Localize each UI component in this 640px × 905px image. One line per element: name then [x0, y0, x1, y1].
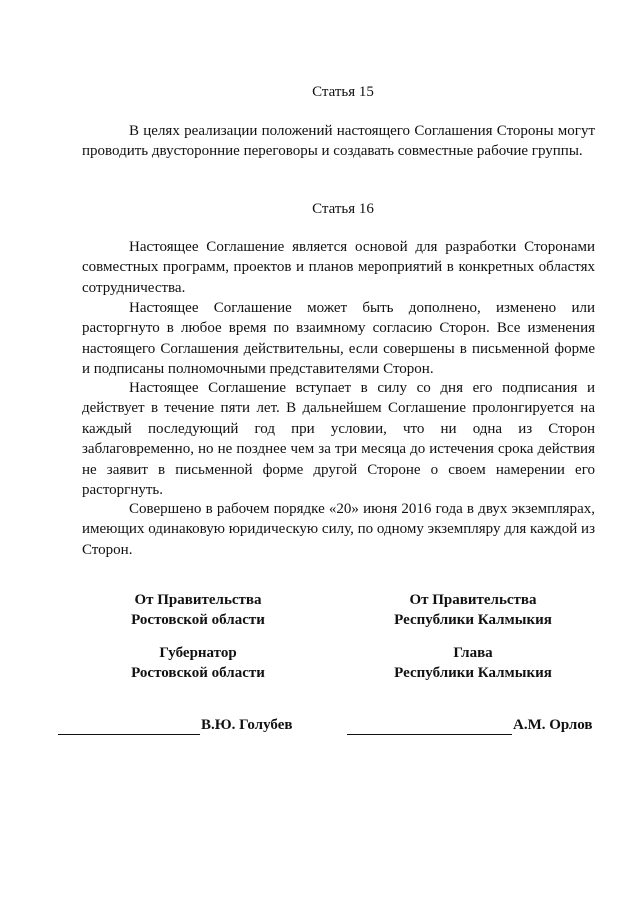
left-position-block	[68, 643, 328, 683]
left-signature-line	[58, 715, 292, 735]
left-signature-underline	[58, 718, 200, 735]
right-signatory-name: А.М. Орлов	[513, 717, 593, 733]
article-15-paragraph: В целях реализации положений настоящего Соглашения Стороны могут проводить двусторонние переговоры и создавать совместные рабочие группы.	[82, 123, 595, 160]
article-16-paragraph-2: Настоящее Соглашение может быть дополнено, изменено или расторгнуто в любое время по взаимному согласию Сторон. Все изменения настоящего Соглашения действительны, если совершены в письменной форме и подписаны полномочными представителями Сторон.	[82, 300, 595, 378]
article-16-paragraph-1: Настоящее Соглашение является основой для разработки Сторонами совместных программ, проектов и планов мероприятий в конкретных областях сотрудничества.	[82, 239, 595, 296]
right-party-block	[343, 590, 603, 630]
left-party-line2: Ростовской области	[131, 612, 265, 628]
right-signature-line	[347, 715, 593, 735]
right-party-line1: От Правительства	[409, 592, 537, 608]
article-16-title: Статья 16	[312, 201, 374, 217]
left-party-line1: От Правительства	[134, 592, 262, 608]
article-16-paragraph-3: Настоящее Соглашение вступает в силу со дня его подписания и действует в течение пяти лет. В дальнейшем Соглашение пролонгируется на каждый последующий год при условии, что ни одна из Сторон заблаговременно, но не позднее чем за три месяца до истечения срока действия не заявит в письменной форме другой Стороне о своем намерении его расторгнуть.	[82, 380, 595, 499]
article-15-title: Статья 15	[312, 84, 374, 100]
right-position-line1: Глава	[453, 645, 493, 661]
left-signatory-name: В.Ю. Голубев	[201, 717, 293, 733]
right-signature-underline	[347, 718, 512, 735]
left-position-line1: Губернатор	[159, 645, 237, 661]
left-party-block	[68, 590, 328, 630]
right-position-line2: Республики Калмыкия	[394, 665, 552, 681]
right-position-block	[343, 643, 603, 683]
right-party-line2: Республики Калмыкия	[394, 612, 552, 628]
left-position-line2: Ростовской области	[131, 665, 265, 681]
article-16-paragraph-4: Совершено в рабочем порядке «20» июня 2016 года в двух экземплярах, имеющих одинаковую юридическую силу, по одному экземпляру для каждой из Сторон.	[82, 501, 595, 558]
